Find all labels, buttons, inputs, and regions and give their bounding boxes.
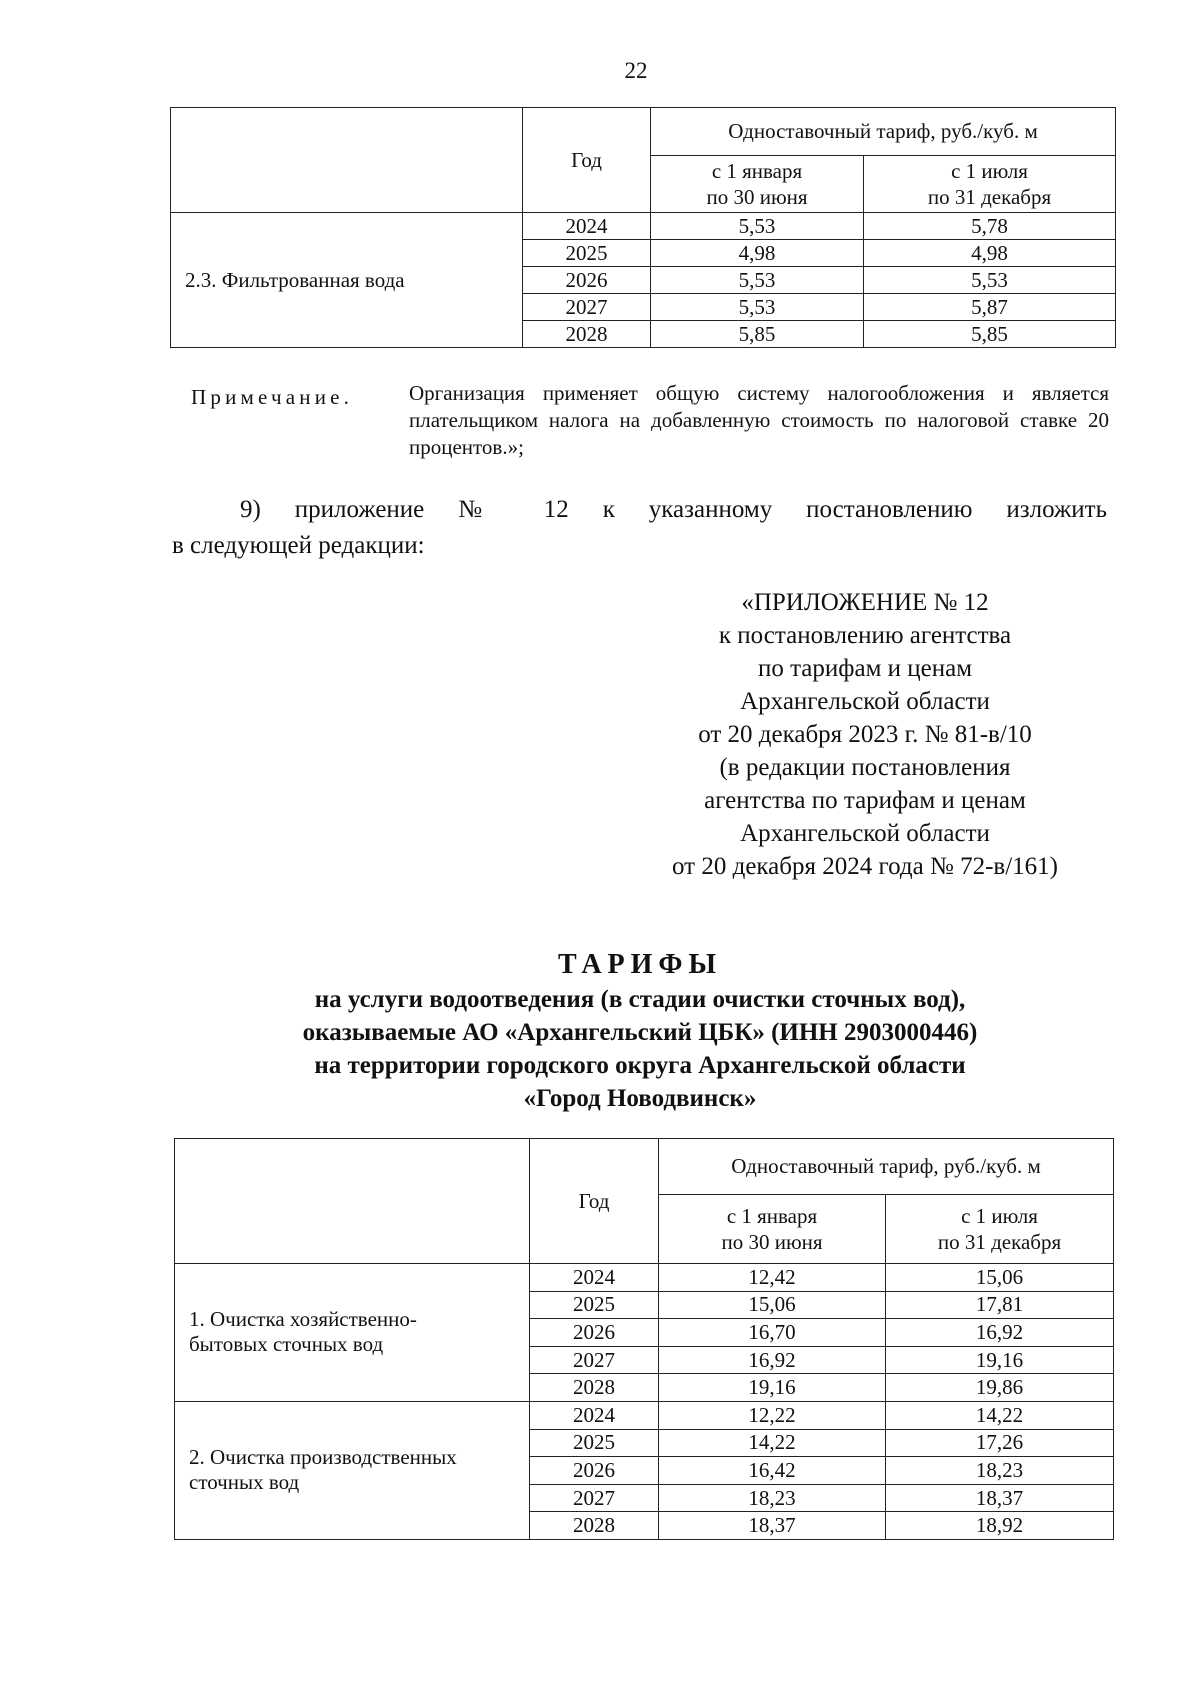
tariff-period-1-cell: 5,53 — [651, 294, 864, 321]
service-name-line: 2.3. Фильтрованная вода — [185, 267, 405, 292]
header-period-2-line: по 31 декабря — [937, 1230, 1062, 1254]
year-cell: 2026 — [523, 267, 651, 294]
tariff-table-filtered-water — [170, 107, 1116, 348]
table-row — [175, 1401, 1114, 1429]
tariff-period-1-cell: 12,22 — [659, 1401, 886, 1429]
header-period-2-line: с 1 июля — [961, 1204, 1038, 1228]
year-cell: 2024 — [523, 213, 651, 240]
header-period-1 — [651, 156, 864, 213]
header-period-1-line: по 30 июня — [706, 185, 808, 209]
tariffs-title-line: на территории городского округа Архангельской области — [314, 1052, 966, 1079]
tariff-period-1-cell: 18,23 — [659, 1484, 886, 1512]
appendix-header — [640, 586, 1090, 883]
tariff-period-2-cell: 19,86 — [886, 1374, 1114, 1402]
tariff-period-2-cell: 5,78 — [864, 213, 1116, 240]
tariff-period-1-cell: 15,06 — [659, 1291, 886, 1319]
header-period-1-line: с 1 января — [726, 1204, 818, 1228]
year-cell: 2025 — [523, 240, 651, 267]
header-period-1-line: по 30 июня — [721, 1230, 823, 1254]
year-cell: 2027 — [530, 1346, 659, 1374]
tariff-period-2-cell: 18,37 — [886, 1484, 1114, 1512]
header-period-2-line: по 31 декабря — [927, 185, 1052, 209]
service-name-line: 1. Очистка хозяйственно- — [189, 1307, 417, 1332]
tariff-period-2-cell: 17,81 — [886, 1291, 1114, 1319]
tariffs-title-main: ТАРИФЫ — [558, 949, 722, 980]
tariffs-title-line: на услуги водоотведения (в стадии очистки сточных вод), — [314, 986, 966, 1013]
header-empty-cell — [171, 108, 523, 213]
header-period-1 — [659, 1195, 886, 1264]
year-cell: 2025 — [530, 1291, 659, 1319]
header-empty-cell — [175, 1139, 530, 1264]
year-cell: 2027 — [530, 1484, 659, 1512]
tariff-period-2-cell: 4,98 — [864, 240, 1116, 267]
year-cell: 2026 — [530, 1319, 659, 1347]
appendix-header-line: от 20 декабря 2024 года № 72-в/161) — [672, 853, 1058, 880]
tariff-period-1-cell: 19,16 — [659, 1374, 886, 1402]
service-name-cell — [171, 213, 523, 348]
year-cell: 2024 — [530, 1264, 659, 1292]
table-row — [171, 213, 1116, 240]
tariff-period-1-cell: 14,22 — [659, 1429, 886, 1457]
tariff-period-1-cell: 4,98 — [651, 240, 864, 267]
tariff-period-2-cell: 18,23 — [886, 1457, 1114, 1485]
appendix-header-line: Архангельской области — [740, 820, 990, 847]
appendix-header-line: (в редакции постановления — [719, 754, 1011, 781]
tariff-period-2-cell: 5,87 — [864, 294, 1116, 321]
tariff-period-2-cell: 5,85 — [864, 321, 1116, 348]
tariff-period-1-cell: 5,85 — [651, 321, 864, 348]
note-label: Примечание. — [191, 385, 354, 409]
header-tariff: Одноставочный тариф, руб./куб. м — [659, 1139, 1114, 1195]
service-name-cell — [175, 1264, 530, 1402]
appendix-header-line: от 20 декабря 2023 г. № 81-в/10 — [698, 721, 1032, 748]
header-period-1-line: с 1 января — [711, 159, 803, 183]
note-text: Организация применяет общую систему налогообложения и является плательщиком налога на добавленную стоимость по налоговой ставке 20 процентов.»; — [409, 381, 1109, 459]
amendment-paragraph-line-1: 9) приложение № 12 к указанному постановлению изложить — [240, 496, 1107, 523]
tariff-period-1-cell: 12,42 — [659, 1264, 886, 1292]
tariff-period-1-cell: 16,42 — [659, 1457, 886, 1485]
tariffs-title-line: оказываемые АО «Архангельский ЦБК» (ИНН 2903000446) — [302, 1019, 978, 1046]
tariff-period-1-cell: 16,70 — [659, 1319, 886, 1347]
header-period-2 — [864, 156, 1116, 213]
tariff-period-2-cell: 14,22 — [886, 1401, 1114, 1429]
tariff-period-1-cell: 16,92 — [659, 1346, 886, 1374]
amendment-paragraph — [172, 492, 1107, 564]
service-name-line: 2. Очистка производственных — [189, 1445, 457, 1470]
tariffs-title-line: «Город Новодвинск» — [523, 1085, 757, 1112]
tariff-period-2-cell: 17,26 — [886, 1429, 1114, 1457]
tariff-period-2-cell: 18,92 — [886, 1512, 1114, 1540]
header-period-2-line: с 1 июля — [951, 159, 1028, 183]
year-cell: 2028 — [523, 321, 651, 348]
appendix-header-line: агентства по тарифам и ценам — [704, 787, 1026, 814]
page-number: 22 — [624, 58, 648, 83]
tariff-period-2-cell: 15,06 — [886, 1264, 1114, 1292]
year-cell: 2025 — [530, 1429, 659, 1457]
header-year: Год — [530, 1139, 659, 1264]
service-name-line: сточных вод — [189, 1470, 300, 1495]
table-row — [175, 1264, 1114, 1292]
header-period-2 — [886, 1195, 1114, 1264]
service-name-line: бытовых сточных вод — [189, 1332, 384, 1357]
service-name-cell — [175, 1401, 530, 1539]
year-cell: 2028 — [530, 1512, 659, 1540]
tariffs-title — [170, 947, 1110, 1115]
tariff-period-1-cell: 18,37 — [659, 1512, 886, 1540]
tariff-period-2-cell: 5,53 — [864, 267, 1116, 294]
appendix-header-line: Архангельской области — [740, 688, 990, 715]
appendix-header-line: по тарифам и ценам — [757, 655, 973, 682]
header-year: Год — [523, 108, 651, 213]
appendix-header-line: к постановлению агентства — [718, 622, 1012, 649]
year-cell: 2024 — [530, 1401, 659, 1429]
year-cell: 2028 — [530, 1374, 659, 1402]
tariff-table-wastewater — [174, 1138, 1114, 1540]
year-cell: 2027 — [523, 294, 651, 321]
tariff-period-2-cell: 16,92 — [886, 1319, 1114, 1347]
amendment-paragraph-line-2: в следующей редакции: — [172, 532, 425, 559]
header-tariff: Одноставочный тариф, руб./куб. м — [651, 108, 1116, 156]
tariff-period-2-cell: 19,16 — [886, 1346, 1114, 1374]
year-cell: 2026 — [530, 1457, 659, 1485]
tariff-period-1-cell: 5,53 — [651, 267, 864, 294]
appendix-header-line: «ПРИЛОЖЕНИЕ № 12 — [741, 589, 989, 616]
tariff-period-1-cell: 5,53 — [651, 213, 864, 240]
